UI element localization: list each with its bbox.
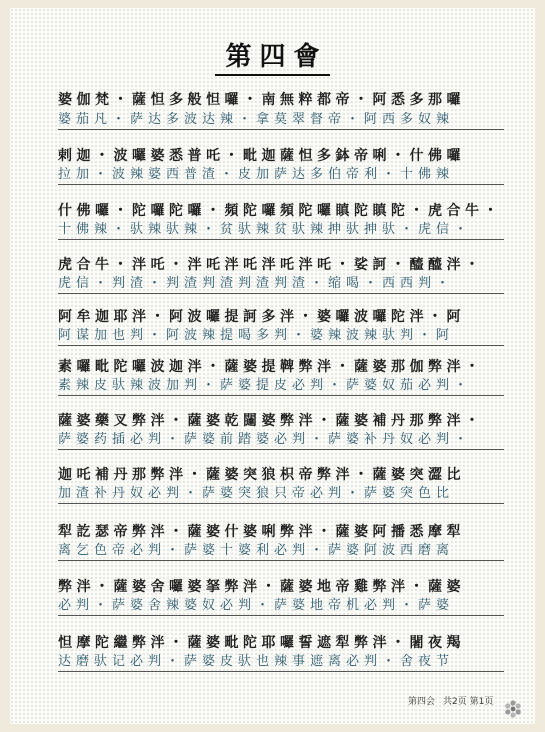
footer-page-info: 共2页 第1页 [443,697,494,707]
verse-original-line: 婆伽梵・薩怛多般怛囉・南無粹都帝・阿悉多那囉 [58,92,465,108]
flower-icon [504,700,522,718]
verse-original-line: 素囉毗陀囉波迦泮・薩婆提鞞弊泮・薩婆那伽弊泮・ [58,359,484,375]
verse-original-line: 虎合牛・泮吒・泮吒泮吒泮吒泮吒・娑訶・醯醯泮・ [58,257,484,273]
verse-transliteration-line: 达磨驮记必判・萨婆皮驮也辣事遮离必判・舍夜节 [58,653,504,672]
verse-original-line: 迦吒補丹那弊泮・薩婆突狼枳帝弊泮・薩婆突澀比 [58,467,465,483]
verse-original-line: 剌迦・波囉婆悉普吒・毗迦薩怛多鉢帝唎・什佛囉 [58,148,465,164]
verse-transliteration-line: 萨婆药插必判・萨婆前踏婆必判・萨婆补丹奴必判・ [58,431,504,450]
verse-transliteration-line: 十佛辣・驮辣驮辣・贫驮辣贫驮辣抻驮抻驮・虎信・ [58,221,504,240]
verse-transliteration-line: 加渣补丹奴必判・萨婆突狼只帝必判・萨婆突色比 [58,485,504,504]
verse-original-line: 阿牟迦耶泮・阿波囉提訶多泮・婆囉波囉陀泮・阿 [58,309,465,325]
page-title: 第四會 [0,36,545,73]
verse-original-line: 什佛囉・陀囉陀囉・頻陀囉頻陀囉瞋陀瞋陀・虎合牛・ [58,203,502,219]
verse-transliteration-line: 离乞色帝必判・萨婆十婆利必判・萨婆阿波西磨离 [58,542,504,561]
verse-transliteration-line: 必判・萨婆舍辣婆奴必判・萨婆地帝机必判・萨婆 [58,597,504,616]
verse-original-line: 薩婆藥叉弊泮・薩婆乾闥婆弊泮・薩婆補丹那弊泮・ [58,413,484,429]
footer-section-label: 第四会 [408,697,436,707]
verse-original-line: 弊泮・薩婆舍囉婆拏弊泮・薩婆地帝雞弊泮・薩婆 [58,579,465,595]
verse-transliteration-line: 素辣皮驮辣波加判・萨婆提皮必判・萨婆奴茄必判・ [58,377,504,396]
verse-transliteration-line: 拉加・波辣婆西普渣・皮加萨达多伯帝利・十佛辣 [58,166,504,185]
verse-transliteration-line: 虎信・判渣・判渣判渣判渣判渣・缩喝・西西判・ [58,275,504,294]
verse-transliteration-line: 阿谋加也判・阿波辣提喝多判・婆辣波辣驮判・阿 [58,327,504,346]
page-footer [408,694,493,707]
verse-original-line: 犁訖瑟帝弊泮・薩婆什婆唎弊泮・薩婆阿播悉摩犁 [58,524,465,540]
verse-transliteration-line: 婆茄凡・萨达多波达辣・拿莫翠督帝・阿西多奴辣 [58,111,504,130]
verse-original-line: 怛摩陀繼弊泮・薩婆毗陀耶囉誓遮犁弊泮・闍夜羯 [58,635,465,651]
